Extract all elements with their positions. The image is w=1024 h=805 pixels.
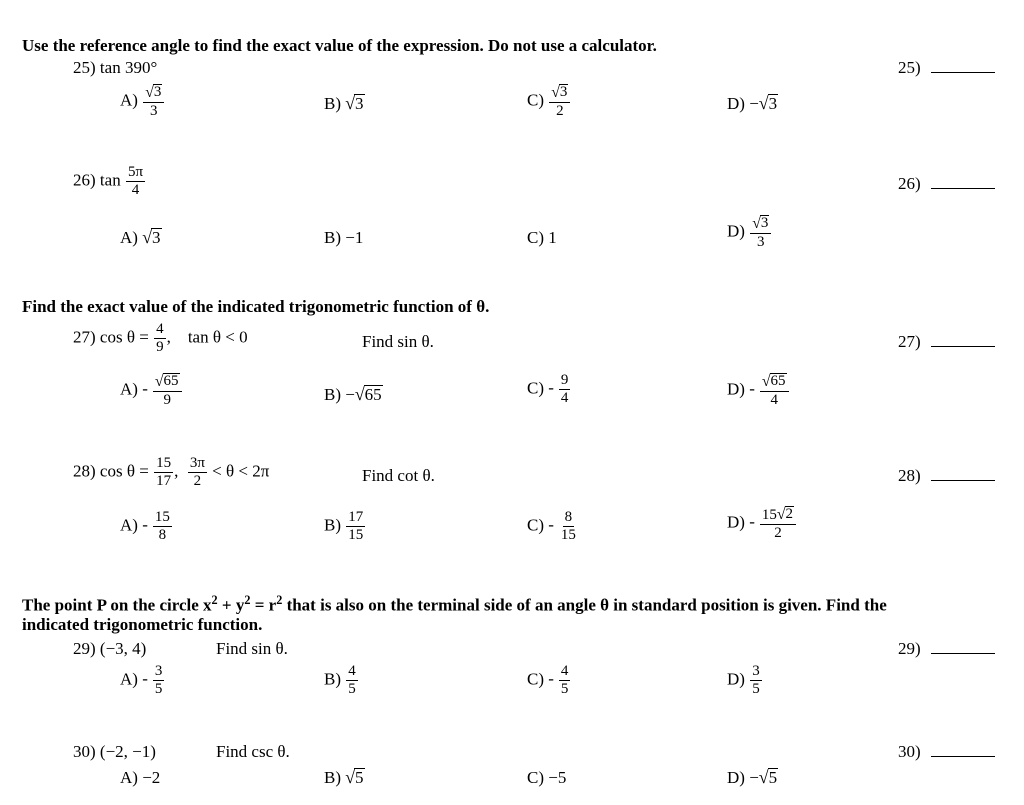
minus-sign: -: [548, 378, 554, 398]
question-29: [73, 639, 146, 659]
choice-label: B): [324, 515, 341, 535]
answer-slot-25: [898, 58, 995, 78]
answer-slot-30: [898, 742, 995, 762]
question-27-find: Find sin θ.: [362, 332, 434, 351]
choice-label: A): [120, 379, 138, 399]
choice-27-d[interactable]: [727, 373, 790, 408]
section-header-reference-angle: Use the reference angle to find the exact value of the expression. Do not use a calculator.: [22, 36, 657, 55]
numerator: 4: [156, 321, 164, 337]
choice-28-c[interactable]: [527, 510, 579, 543]
choice-29-b[interactable]: [324, 664, 359, 697]
choice-label: B): [324, 94, 341, 113]
numerator: 3: [154, 663, 163, 679]
fraction: [126, 165, 145, 198]
minus-sign: −: [345, 385, 355, 404]
choice-25-c[interactable]: [527, 84, 571, 119]
radicand: 2: [785, 506, 794, 522]
choice-label: B): [324, 385, 341, 404]
fraction: √ 3 2: [549, 84, 570, 119]
choice-26-d[interactable]: [727, 215, 772, 250]
denominator: 4: [560, 390, 569, 406]
numerator: 15: [156, 455, 172, 471]
choice-label: D): [727, 221, 745, 241]
answer-blank[interactable]: [931, 174, 995, 189]
point: (−3, 4): [99, 639, 147, 658]
fraction: [154, 456, 173, 489]
choice-30-b[interactable]: B) √ 5: [324, 767, 364, 787]
denominator: 2: [193, 473, 202, 489]
choice-28-d[interactable]: [727, 506, 797, 541]
fraction: [154, 322, 166, 355]
minus-sign: −: [749, 768, 759, 787]
choice-label: D): [727, 94, 745, 113]
question-number: 28): [73, 461, 96, 481]
choice-label: B): [324, 768, 341, 787]
radicand: 65: [163, 373, 179, 389]
minus-sign: -: [142, 669, 148, 689]
fraction: 15 √ 2 2: [760, 506, 796, 541]
numerator: 3: [752, 663, 760, 679]
denominator: 3: [757, 234, 765, 250]
denominator: 15: [560, 527, 576, 543]
point: (−2, −1): [99, 742, 156, 761]
denominator: 2: [556, 103, 564, 119]
answer-slot-28: [898, 466, 995, 486]
fraction: [153, 510, 172, 543]
choice-label: D): [727, 768, 745, 787]
choice-28-a[interactable]: [120, 510, 173, 543]
radicand: 3: [152, 228, 161, 247]
choice-label: D): [727, 512, 745, 532]
fraction: [559, 664, 571, 697]
cos-equation: cos θ =: [99, 461, 149, 481]
answer-blank[interactable]: [931, 742, 995, 757]
question-26: [73, 165, 146, 198]
choice-label: D): [727, 669, 745, 689]
radicand: 3: [355, 94, 364, 113]
denominator: 2: [774, 525, 782, 541]
cos-equation: cos θ =: [99, 327, 149, 347]
denominator: 5: [560, 681, 569, 697]
answer-slot-27: [898, 332, 995, 352]
question-28-find: Find cot θ.: [362, 466, 435, 485]
answer-slot-29: [898, 639, 995, 659]
radicand: 3: [768, 94, 778, 113]
fraction: [750, 664, 762, 697]
answer-number: 27): [898, 332, 921, 351]
question-29-find: Find sin θ.: [216, 639, 288, 658]
fraction: √ 65 9: [153, 373, 182, 408]
choice-label: A): [120, 90, 138, 110]
radicand: 65: [364, 385, 382, 404]
denominator: 4: [131, 182, 140, 198]
choice-label: A): [120, 515, 138, 535]
minus-sign: -: [548, 669, 554, 689]
denominator: 17: [156, 473, 172, 489]
answer-blank[interactable]: [931, 639, 995, 654]
choice-30-d[interactable]: D) − √ 5: [727, 767, 778, 787]
choice-label: B): [324, 669, 341, 689]
fraction: √ 3 3: [750, 215, 771, 250]
coefficient: 15: [761, 507, 777, 523]
condition: < θ < 2π: [212, 461, 270, 481]
minus-sign: −: [749, 94, 759, 113]
question-30: [73, 742, 156, 762]
choice-30-c[interactable]: C) −5: [527, 768, 567, 787]
answer-number: 30): [898, 742, 921, 761]
section-header-exact-trig: Find the exact value of the indicated trigonometric function of θ.: [22, 297, 490, 316]
denominator: 5: [154, 681, 163, 697]
choice-30-a[interactable]: A) −2: [120, 768, 161, 787]
denominator: 5: [348, 681, 356, 697]
choice-label: A): [120, 228, 138, 247]
radicand: 3: [559, 84, 568, 100]
question-number: 30): [73, 742, 96, 761]
answer-blank[interactable]: [931, 58, 995, 73]
choice-29-a[interactable]: [120, 664, 165, 697]
question-prompt: tan: [99, 170, 121, 190]
fraction: [346, 664, 358, 697]
numerator: 17: [348, 509, 364, 525]
choice-label: C): [527, 378, 544, 398]
answer-number: 29): [898, 639, 921, 658]
fraction: [559, 510, 578, 543]
minus-sign: -: [142, 379, 148, 399]
choice-27-a[interactable]: [120, 373, 183, 408]
denominator: 5: [752, 681, 760, 697]
denominator: 3: [150, 103, 158, 119]
choice-27-b[interactable]: B) − √ 65: [324, 384, 382, 404]
question-number: 25): [73, 58, 96, 77]
fraction: √ 65 4: [760, 373, 789, 408]
choice-label: D): [727, 379, 745, 399]
choice-26-b[interactable]: B) −1: [324, 228, 364, 247]
denominator: 8: [158, 527, 167, 543]
fraction: [188, 456, 207, 489]
minus-sign: -: [749, 512, 755, 532]
denominator: 9: [163, 392, 171, 408]
radicand: 3: [760, 215, 769, 231]
question-number: 26): [73, 170, 96, 190]
question-28: 28) cos θ = $\frac{15}{17}$ , $\frac{3\pi}{2}$ < θ < 2π: [73, 455, 270, 489]
denominator: 4: [770, 392, 778, 408]
section-header-circle-line2: indicated trigonometric function.: [22, 615, 263, 634]
answer-blank[interactable]: [931, 466, 995, 481]
answer-number: 26): [898, 174, 921, 193]
minus-sign: -: [142, 515, 148, 535]
radicand: 5: [768, 768, 778, 787]
choice-26-a[interactable]: A) √ 3: [120, 227, 161, 247]
choice-29-d[interactable]: [727, 664, 763, 697]
numerator: 15: [154, 509, 170, 525]
question-27: 27) cos θ = $\frac{4}{9}$ , tan θ < 0: [73, 321, 248, 355]
fraction: [153, 664, 165, 697]
radicand: 65: [770, 373, 786, 389]
numerator: 3π: [189, 455, 205, 471]
fraction: [559, 373, 571, 406]
numerator: 5π: [127, 164, 144, 180]
question-30-find: Find csc θ.: [216, 742, 290, 761]
numerator: 8: [564, 509, 573, 525]
choice-25-d[interactable]: D) − √ 3: [727, 93, 778, 113]
choice-26-c[interactable]: C) 1: [527, 228, 557, 247]
numerator: 4: [348, 663, 356, 679]
minus-sign: -: [749, 379, 755, 399]
question-number: 27): [73, 327, 96, 347]
choice-27-c[interactable]: [527, 373, 571, 406]
answer-number: 25): [898, 58, 921, 77]
choice-25-b[interactable]: B) √ 3: [324, 93, 364, 113]
denominator: 9: [156, 339, 164, 355]
denominator: 15: [348, 527, 364, 543]
numerator: 4: [560, 663, 569, 679]
question-25: [73, 58, 157, 78]
question-number: 29): [73, 639, 96, 658]
choice-label: C): [527, 90, 544, 110]
answer-number: 28): [898, 466, 921, 485]
section-header-circle: The point P on the circle $x^2 + y^2 = r^2$ that is also on the terminal side of an angle θ in standard position is given. Find the: [22, 593, 887, 615]
choice-29-c[interactable]: [527, 664, 571, 697]
choice-label: A): [120, 669, 138, 689]
numerator: 9: [560, 372, 569, 388]
answer-slot-26: [898, 174, 995, 194]
answer-blank[interactable]: [931, 332, 995, 347]
question-prompt: tan 390°: [99, 58, 158, 77]
choice-label: C): [527, 515, 544, 535]
choice-label: C): [527, 669, 544, 689]
choice-28-b[interactable]: [324, 510, 366, 543]
fraction: [346, 510, 365, 543]
fraction: √ 3 3: [143, 84, 164, 119]
minus-sign: -: [548, 515, 554, 535]
radicand: 5: [355, 768, 364, 787]
radicand: 3: [153, 84, 162, 100]
choice-25-a[interactable]: [120, 84, 165, 119]
condition: tan θ < 0: [187, 327, 248, 347]
